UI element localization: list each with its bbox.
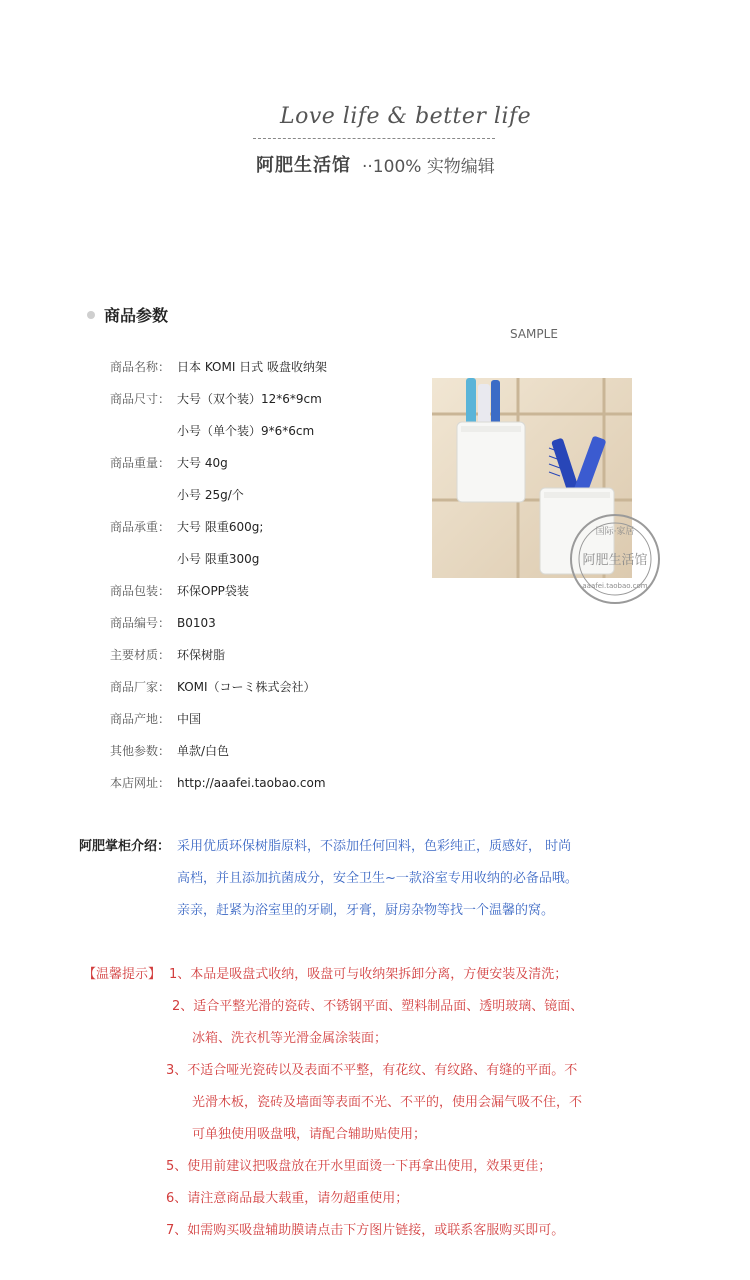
stamp-seal-icon [568,512,662,606]
intro-line: 高档，并且添加抗菌成分，安全卫生~一款浴室专用收纳的必备品哦。 [177,871,578,886]
tip-line: 3、不适合哑光瓷砖以及表面不平整，有花纹、有纹路、有缝的平面。不 [166,1063,578,1078]
tip-line: 光滑木板，瓷砖及墙面等表面不光、不平的，使用会漏气吸不住，不 [192,1095,583,1110]
tip-line: 7、如需购买吸盘辅助膜请点击下方图片链接，或联系客服购买即可。 [166,1223,565,1238]
stamp-bottom-text: aaafei.taobao.com [582,582,648,590]
tip-line: 1、本品是吸盘式收纳，吸盘可与收纳架拆卸分离，方便安装及清洗； [169,967,568,982]
bullet-dot-icon [87,311,95,319]
intro-line: 亲亲，赶紧为浴室里的牙刷，牙膏，厨房杂物等找一个温馨的窝。 [177,903,555,918]
tips-label: 【温馨提示】 [83,967,162,982]
header-divider [253,138,495,139]
param-value: KOMI（コーミ株式会社） [177,680,316,694]
tagline: ··100% 实物编辑 [362,157,495,177]
intro-label: 阿肥掌柜介绍： [79,839,171,854]
param-label: 主要材质： [110,648,171,662]
param-value: 小号（单个装）9*6*6cm [177,424,315,438]
param-label: 商品产地： [110,712,171,726]
param-label: 商品承重： [110,520,171,534]
tip-line: 可单独使用吸盘哦，请配合辅助贴使用； [192,1127,427,1142]
sample-label: SAMPLE [510,327,558,341]
param-value: 环保OPP袋装 [177,584,249,598]
param-label: 商品厂家： [110,680,171,694]
watermark-stamp [568,512,662,606]
param-label: 其他参数： [110,744,171,758]
shop-url-link[interactable]: http://aaafei.taobao.com [177,776,326,790]
param-label: 商品重量： [110,456,171,470]
param-value: 小号 25g/个 [177,488,244,502]
param-value: 中国 [177,712,202,726]
tip-line: 5、使用前建议把吸盘放在开水里面烫一下再拿出使用，效果更佳； [166,1159,552,1174]
tip-line: 冰箱、洗衣机等光滑金属涂装面； [192,1031,388,1046]
stamp-center-text: 阿肥生活馆 [582,553,648,568]
tip-line: 6、请注意商品最大载重，请勿超重使用； [166,1191,409,1206]
param-value: 小号 限重300g [177,552,260,566]
tip-line: 2、适合平整光滑的瓷砖、不锈钢平面、塑料制品面、透明玻璃、镜面、 [172,999,584,1014]
param-label: 商品包装： [110,584,171,598]
param-value: 环保树脂 [177,648,226,662]
param-label: 商品尺寸： [110,392,171,406]
param-label: 商品名称： [110,360,171,374]
param-value: 大号 40g [177,456,228,470]
param-value: 大号 限重600g; [177,520,264,534]
param-value: B0103 [177,616,216,630]
slogan: Love life & better life [280,104,532,129]
stamp-top-text: 国际·家居 [595,527,635,537]
param-value: 单款/白色 [177,744,230,758]
section-title-text: 商品参数 [104,306,169,325]
header [0,0,750,200]
section-title [87,303,168,326]
param-value: 日本 KOMI 日式 吸盘收纳架 [177,360,327,374]
param-value: 大号（双个装）12*6*9cm [177,392,322,406]
param-label: 本店网址： [110,776,171,790]
brand-name: 阿肥生活馆 [256,155,351,176]
param-label: 商品编号： [110,616,171,630]
intro-line: 采用优质环保树脂原料，不添加任何回料，色彩纯正，质感好， 时尚 [177,839,572,854]
